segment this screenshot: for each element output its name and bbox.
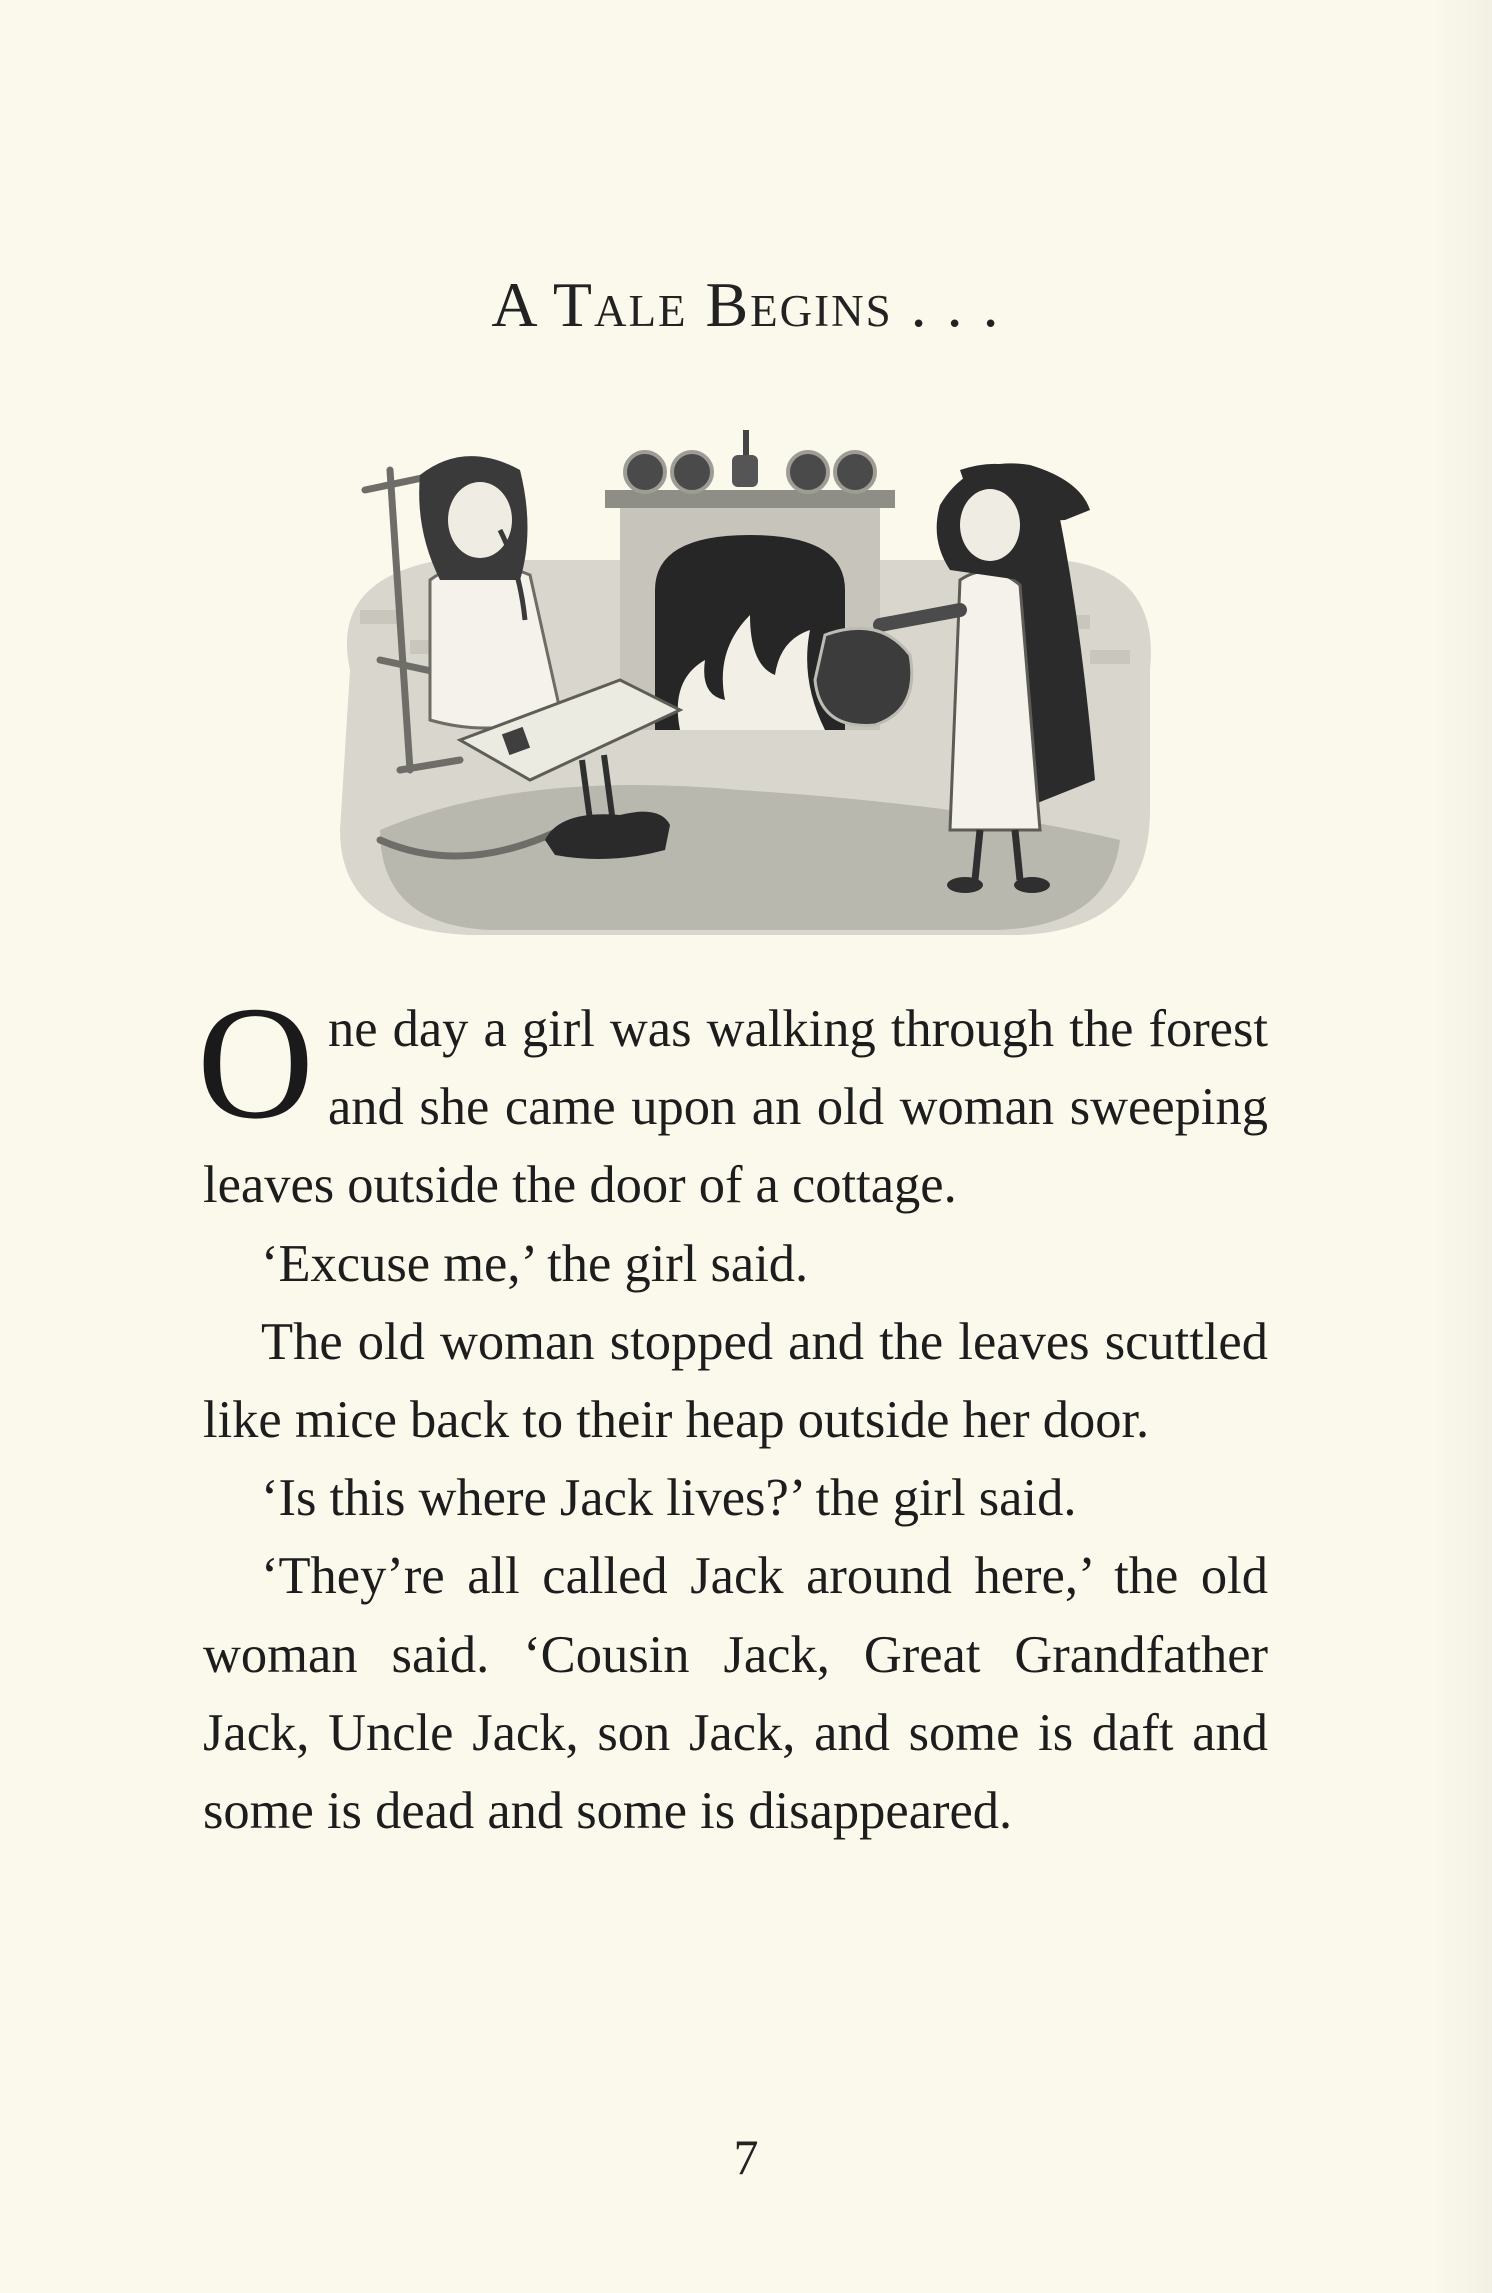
fireside-illustration: [320, 410, 1170, 940]
page-edge-shadow: [1432, 0, 1492, 2293]
chapter-title: A Tale Begins . . .: [491, 269, 1001, 340]
drop-cap: O: [197, 974, 314, 1153]
story-text: [197, 974, 1268, 1850]
story-paragraph: [197, 974, 1268, 1225]
story-paragraph: ‘Excuse me,’ the girl said.: [261, 1234, 809, 1293]
old-woman-face: [448, 482, 512, 558]
mantel-jug: [732, 455, 758, 487]
story-paragraph-text: ne day a girl was walking through the forest and she came upon an old woman sweeping leaves outside the door of a cottage.: [203, 1000, 1268, 1215]
story-paragraph: ‘Is this where Jack lives?’ the girl said.: [261, 1469, 1077, 1528]
story-paragraph: The old woman stopped and the leaves scuttled like mice back to their heap outside her door.: [203, 1312, 1268, 1450]
girl-face: [960, 489, 1020, 561]
page-number: 7: [733, 2129, 759, 2185]
story-paragraph: ‘They’re all called Jack around here,’ the old woman said. ‘Cousin Jack, Great Grandfather Jack, Uncle Jack, son Jack, and some is daft and some is dead and some is disappeared.: [203, 1547, 1268, 1841]
girl-bag: [815, 628, 912, 725]
